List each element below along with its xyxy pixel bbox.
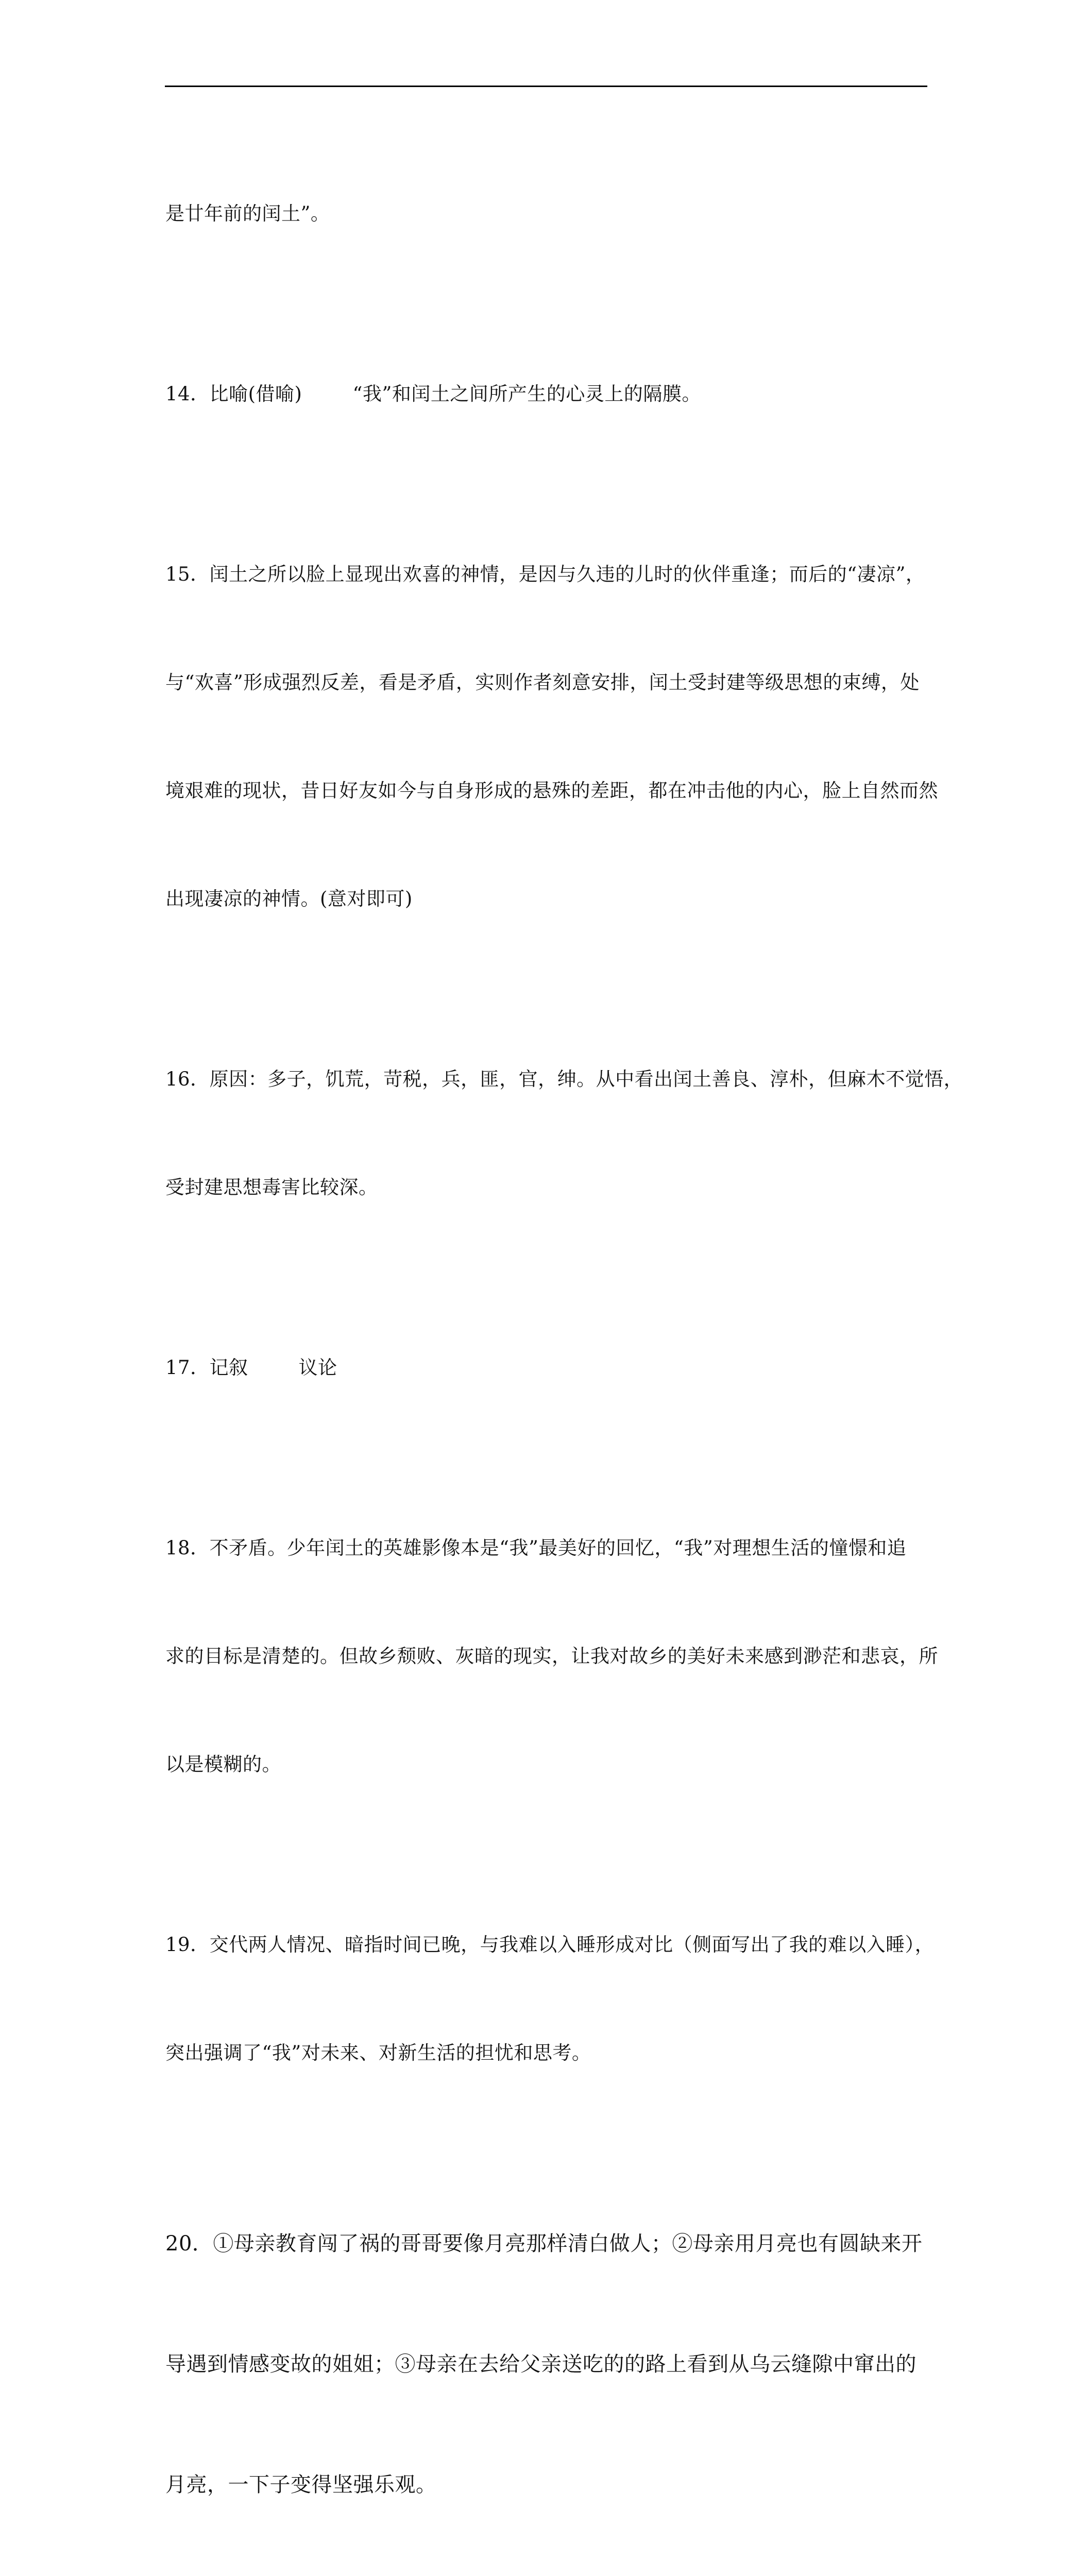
answer-19 bbox=[165, 1855, 935, 2143]
answer-20 bbox=[165, 2143, 928, 2576]
header-rule bbox=[165, 86, 927, 87]
text-line: 15．闰土之所以脸上显现出欢喜的神情，是因与久违的儿时的伙伴重逢；而后的“凄凉”， bbox=[165, 563, 925, 585]
text-line: 20．①母亲教育闯了祸的哥哥要像月亮那样清白做人；②母亲用月亮也有圆缺来开 bbox=[165, 2232, 923, 2256]
answer-content bbox=[165, 124, 963, 2576]
text-line: 求的目标是清楚的。但故乡颓败、灰暗的现实，让我对故乡的美好未来感到渺茫和悲哀，所 bbox=[165, 1645, 938, 1667]
text-line: 受封建思想毒害比较深。 bbox=[165, 1176, 378, 1198]
text-line: 是廿年前的闰土”。 bbox=[165, 202, 330, 225]
text-line: 月亮，一下子变得坚强乐观。 bbox=[165, 2473, 437, 2497]
text-line: 17．记叙 议论 bbox=[165, 1357, 337, 1379]
answer-16 bbox=[165, 989, 963, 1278]
text-line: 突出强调了“我”对未来、对新生活的担忧和思考。 bbox=[165, 2042, 591, 2064]
text-line: 18．不矛盾。少年闰土的英雄影像本是“我”最美好的回忆，“我”对理想生活的憧憬和追 bbox=[165, 1537, 907, 1559]
text-line: 与“欢喜”形成强烈反差，看是矛盾，实则作者刻意安排，闰土受封建等级思想的束缚，处 bbox=[165, 671, 920, 693]
answer-14 bbox=[165, 304, 928, 484]
text-line: 以是模糊的。 bbox=[165, 1753, 281, 1775]
answer-17 bbox=[165, 1278, 928, 1458]
text-line: 19．交代两人情况、暗指时间已晚，与我难以入睡形成对比（侧面写出了我的难以入睡）， bbox=[165, 1934, 935, 1956]
text-line: 14．比喻(借喻) “我”和闰土之间所产生的心灵上的隔膜。 bbox=[165, 383, 701, 405]
text-line: 16．原因：多子，饥荒，苛税，兵，匪，官，绅。从中看出闰土善良、淳朴，但麻木不觉悟， bbox=[165, 1068, 963, 1090]
answer-15 bbox=[165, 484, 938, 989]
text-line: 境艰难的现状，昔日好友如今与自身形成的悬殊的差距，都在冲击他的内心，脸上自然而然 bbox=[165, 779, 938, 802]
answer-18 bbox=[165, 1458, 938, 1855]
answer-paragraph-continued bbox=[165, 124, 928, 304]
text-line: 出现凄凉的神情。(意对即可) bbox=[165, 888, 413, 910]
text-line: 导遇到情感变故的姐姐；③母亲在去给父亲送吃的的路上看到从乌云缝隙中窜出的 bbox=[165, 2352, 917, 2376]
